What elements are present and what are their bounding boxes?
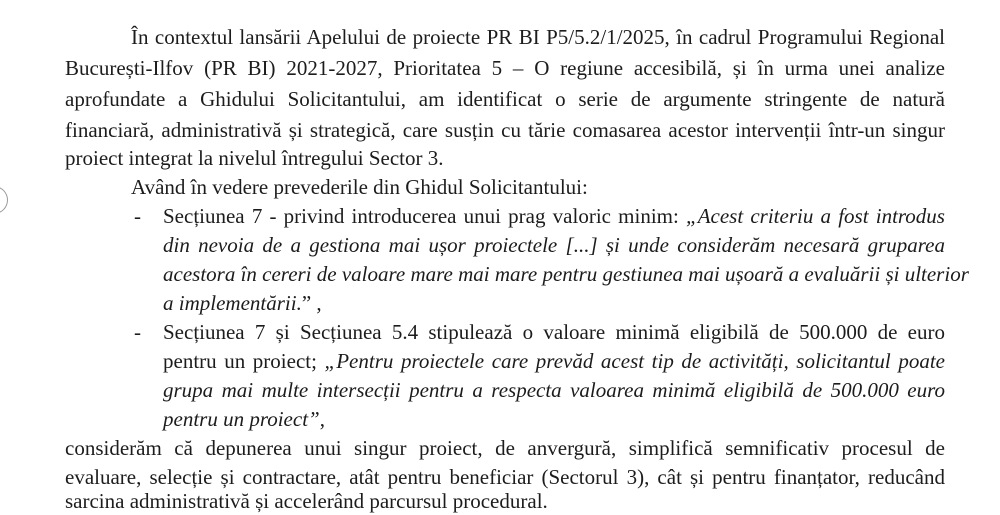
bullet-1-line-2 — [163, 232, 945, 258]
bullet-1-line-1-plain: Secțiunea 7 - privind introducerea unui prag valoric minim: — [163, 204, 687, 228]
bullet-2-line-3-quote: grupa mai multe intersecții pentru a respecta valoarea minimă eligibilă de 500.000 euro — [163, 378, 945, 402]
paragraph-1-line-2: București-Ilfov (PR BI) 2021-2027, Prioritatea 5 – O regiune accesibilă, și în urma unei analize — [65, 56, 945, 80]
binding-hole-mark — [0, 186, 8, 214]
bullet-1-line-3-quote: acestora în cereri de valoare mare mai mare pentru gestiunea mai ușoară a evaluării și ulterior — [163, 262, 969, 286]
bullet-2-line-1: Secțiunea 7 și Secțiunea 5.4 stipulează o valoare minimă eligibilă de 500.000 de euro — [163, 320, 945, 344]
bullet-2-line-2-plain: pentru un proiect; — [163, 349, 325, 373]
bullet-2-line-4-plain: , — [319, 407, 325, 431]
bullet-1-line-2-quote: din nevoia de a gestiona mai ușor proiectele [...] și unde considerăm necesară gruparea — [163, 233, 945, 257]
bullet-2-line-3 — [163, 377, 945, 403]
bullet-1-line-4-quote: a implementării. — [163, 291, 302, 315]
bullet-1-line-1-quote: „Acest criteriu a fost introdus — [686, 204, 945, 228]
intro-line: Având în vedere prevederile din Ghidul Solicitantului: — [131, 175, 588, 199]
paragraph-1-line-3: aprofundate a Ghidului Solicitantului, am identificat o serie de argumente stringente de natură — [65, 87, 945, 111]
paragraph-2-line-2: evaluare, selecție și contractare, atât pentru beneficiar (Sectorul 3), cât și pentru finanțator, reducând — [65, 465, 945, 489]
bullet-1-dash: - — [134, 204, 141, 228]
paragraph-1-line-4: financiară, administrativă și strategică, care susțin cu tărie comasarea acestor intervenții într-un singur — [65, 118, 945, 142]
bullet-2-line-2 — [163, 348, 945, 374]
bullet-2-line-4-quote: pentru un proiect” — [163, 407, 320, 431]
paragraph-2-line-3: sarcina administrativă și accelerând parcursul procedural. — [65, 489, 548, 513]
paragraph-2-line-1: considerăm că depunerea unui singur proiect, de anvergură, simplifică semnificativ procesul de — [65, 436, 945, 460]
bullet-1-line-4-plain: ” , — [301, 291, 322, 315]
bullet-1-line-4 — [163, 290, 322, 316]
paragraph-1-line-5: proiect integrat la nivelul întregului Sector 3. — [65, 146, 444, 170]
bullet-1-line-3 — [163, 261, 969, 287]
paragraph-1-line-1: În contextul lansării Apelului de proiecte PR BI P5/5.2/1/2025, în cadrul Programului Regional — [131, 25, 945, 49]
bullet-2-dash: - — [134, 320, 141, 344]
bullet-2-line-2-quote: „Pentru proiectele care prevăd acest tip de activități, solicitantul poate — [324, 349, 945, 373]
bullet-1-line-1 — [163, 203, 945, 229]
bullet-2-line-4 — [163, 406, 325, 432]
